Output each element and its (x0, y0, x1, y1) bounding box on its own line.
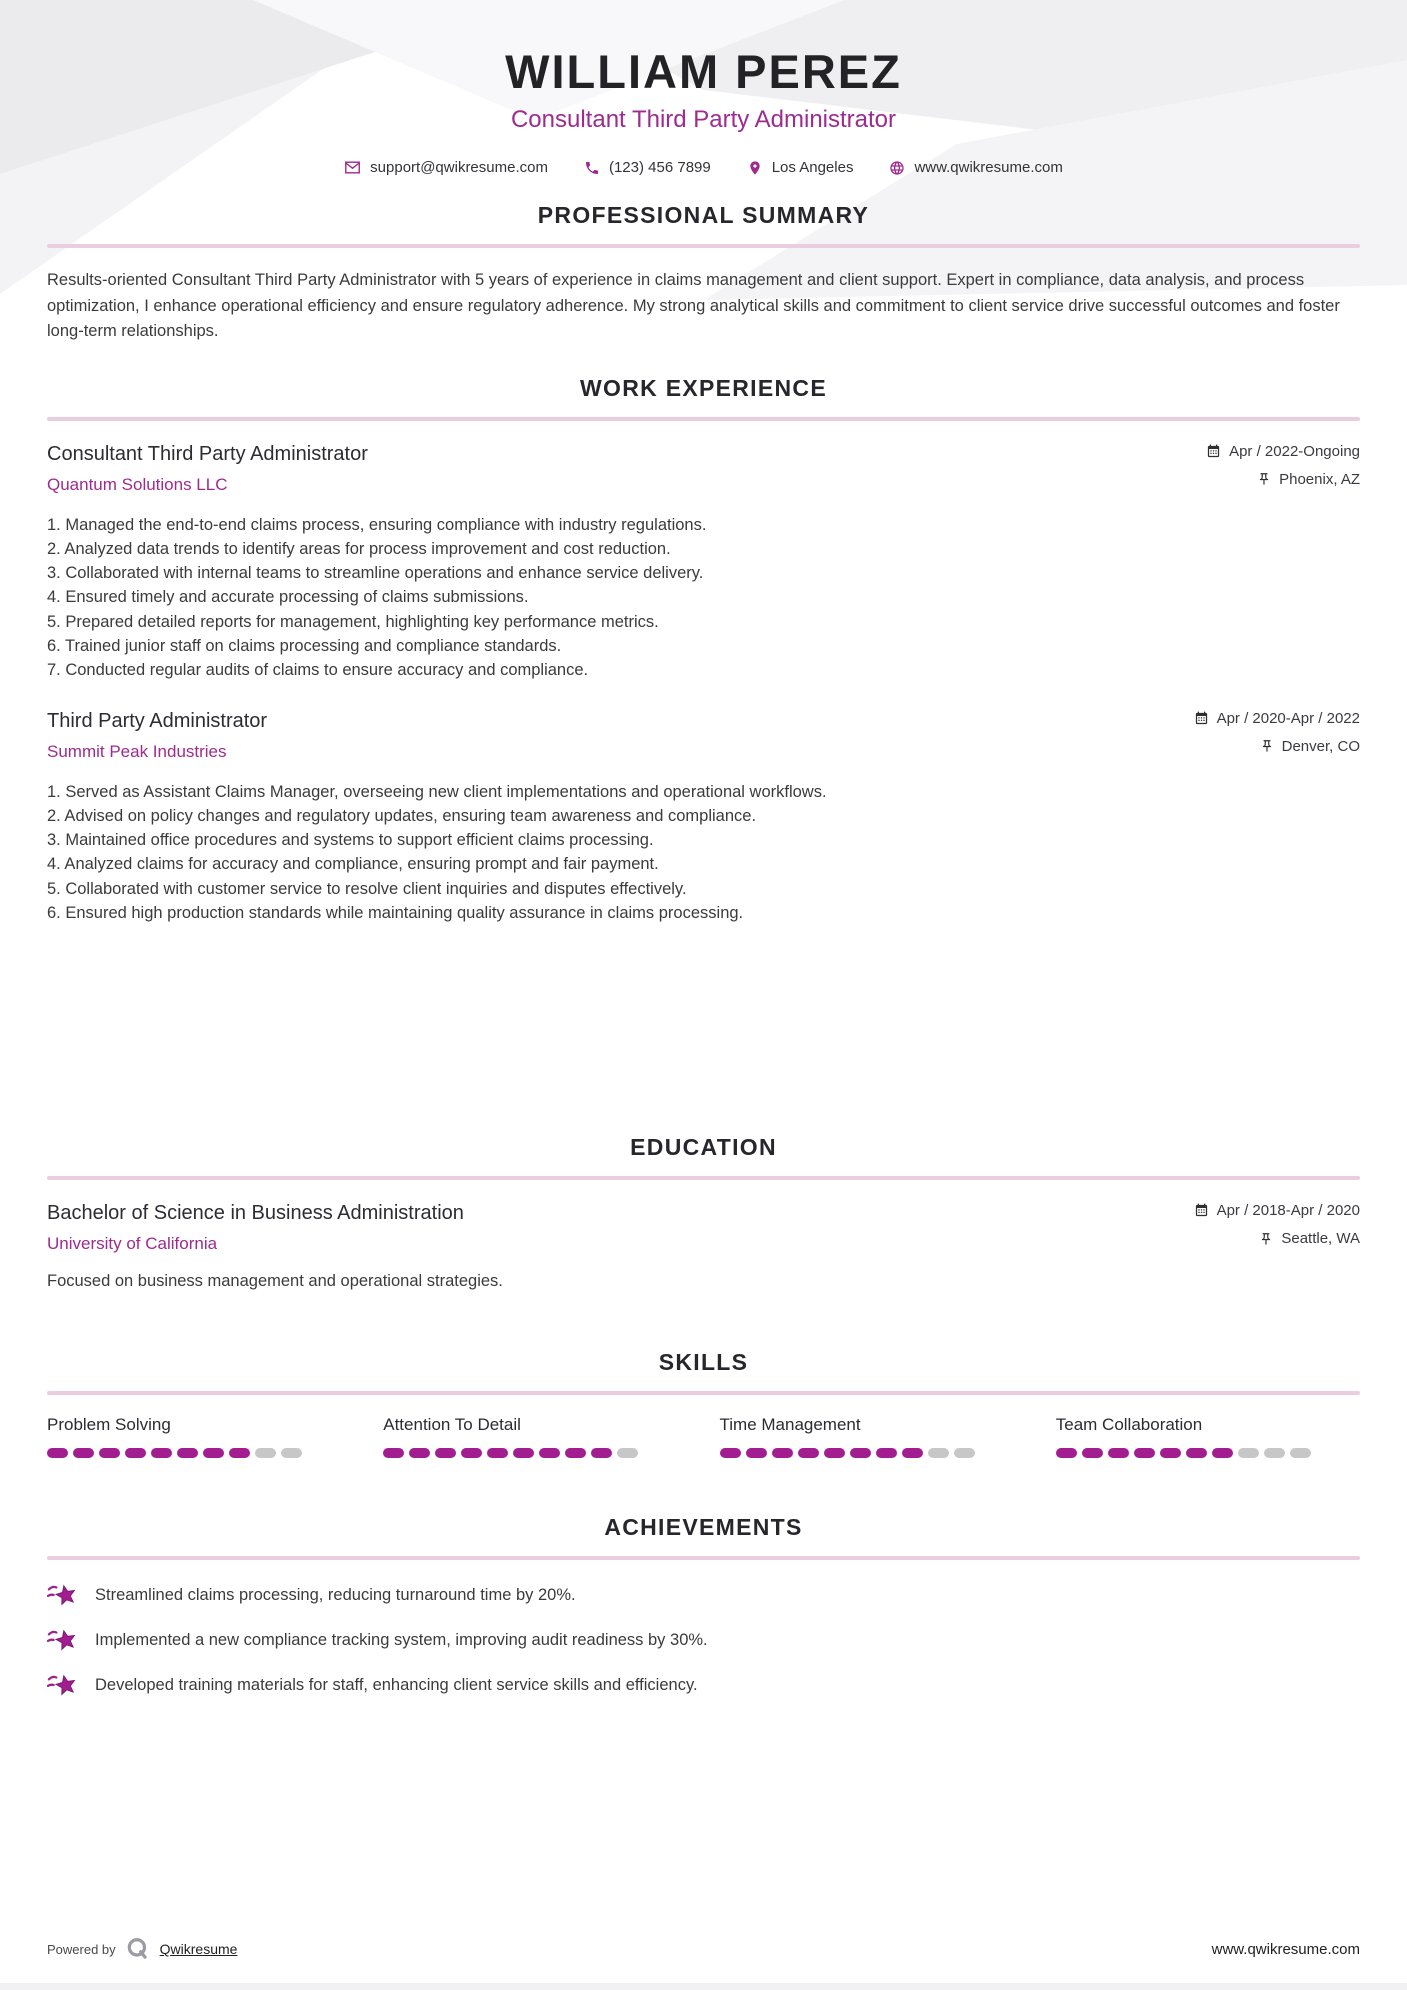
skill-segment-filled (772, 1448, 793, 1458)
achievement-text: Developed training materials for staff, enhancing client service skills and efficiency. (95, 1675, 698, 1694)
job-meta (1206, 443, 1360, 499)
section-skills (47, 1349, 1360, 1458)
skill-segment-filled (746, 1448, 767, 1458)
job-location-row (1206, 471, 1360, 488)
job-bullet: 6. Ensured high production standards while maintaining quality assurance in claims processing. (47, 903, 744, 922)
education-dates: Apr / 2018-Apr / 2020 (1216, 1202, 1360, 1220)
job-bullet: 4. Analyzed claims for accuracy and compliance, ensuring prompt and fair payment. (47, 855, 659, 874)
contact-location (747, 159, 854, 176)
job-bullets (47, 781, 1360, 925)
education-entry (47, 1202, 1360, 1291)
job-company: Summit Peak Industries (47, 741, 227, 761)
achievements-heading: ACHIEVEMENTS (604, 1514, 803, 1541)
skill-label: Problem Solving (47, 1415, 171, 1435)
achievement-item (47, 1625, 1360, 1655)
section-divider (47, 1556, 1360, 1560)
contact-phone-text: (123) 456 7899 (608, 159, 711, 176)
education-meta (1194, 1202, 1360, 1258)
job-bullet: 2. Advised on policy changes and regulatory updates, ensuring team awareness and compliance. (47, 806, 757, 825)
job-dates: Apr / 2020-Apr / 2022 (1216, 709, 1360, 727)
job-header (47, 710, 1360, 766)
skill-segment-empty (954, 1448, 975, 1458)
skill-segment-filled (876, 1448, 897, 1458)
job-bullet: 3. Collaborated with internal teams to streamline operations and enhance service delivery. (47, 564, 704, 583)
location-pin-icon (747, 160, 763, 176)
section-achievements (47, 1514, 1360, 1700)
contact-website-text: www.qwikresume.com (914, 159, 1063, 176)
job-bullet: 4. Ensured timely and accurate processing of claims submissions. (47, 588, 529, 607)
job-bullets (47, 514, 1360, 682)
skill-segment-empty (1290, 1448, 1311, 1458)
skill-segment-filled (125, 1448, 146, 1458)
section-professional-summary (47, 202, 1360, 345)
qwikresume-link[interactable]: Qwikresume (159, 1941, 238, 1957)
skill-segment-filled (47, 1448, 68, 1458)
summary-text: Results-oriented Consultant Third Party Administrator with 5 years of experience in claims management and client support. Expert in compliance, data analysis, and process optimization, I enhance operational efficiency and ensure regulatory adherence. My strong analytical skills and commitment to client service drive successful outcomes and foster long-term relationships. (47, 271, 1340, 341)
section-work-experience (47, 375, 1360, 924)
education-dates-row (1194, 1202, 1360, 1219)
skill-segment-filled (798, 1448, 819, 1458)
skill-segment-filled (73, 1448, 94, 1458)
job-bullet: 3. Maintained office procedures and systems to support efficient claims processing. (47, 831, 654, 850)
job-bullet: 1. Managed the end-to-end claims process, ensuring compliance with industry regulations. (47, 515, 707, 534)
skill-segment-filled (850, 1448, 871, 1458)
achievement-item (47, 1670, 1360, 1700)
job-meta (1194, 710, 1360, 766)
contact-bar (47, 159, 1360, 176)
job-bullet: 5. Collaborated with customer service to resolve client inquiries and disputes effectively. (47, 879, 687, 898)
skill-level-bar (720, 1448, 1024, 1458)
job-bullet: 1. Served as Assistant Claims Manager, overseeing new client implementations and operational workflows. (47, 782, 827, 801)
skill-label: Team Collaboration (1055, 1415, 1203, 1435)
skill-label: Attention To Detail (383, 1415, 521, 1435)
pushpin-icon (1259, 1232, 1273, 1246)
skill-segment-filled (203, 1448, 224, 1458)
skill-segment-filled (99, 1448, 120, 1458)
section-divider (47, 244, 1360, 248)
job-header (47, 443, 1360, 499)
skill-segment-filled (824, 1448, 845, 1458)
skill-segment-filled (1186, 1448, 1207, 1458)
job-bullet: 2. Analyzed data trends to identify areas for process improvement and cost reduction. (47, 539, 671, 558)
summary-heading: PROFESSIONAL SUMMARY (537, 202, 870, 228)
job-location: Phoenix, AZ (1279, 470, 1360, 488)
contact-email-text: support@qwikresume.com (370, 159, 548, 176)
page-footer (47, 1936, 1360, 1962)
skill-segment-filled (720, 1448, 741, 1458)
skill-segment-filled (1160, 1448, 1181, 1458)
calendar-icon (1206, 444, 1221, 459)
education-header (47, 1202, 1360, 1258)
qwikresume-logo-icon (125, 1936, 151, 1962)
skills-heading: SKILLS (658, 1349, 749, 1376)
skill-segment-filled (513, 1448, 534, 1458)
skill-segment-filled (1108, 1448, 1129, 1458)
education-degree: Bachelor of Science in Business Administration (47, 1202, 464, 1225)
skill-item (383, 1415, 687, 1458)
skill-level-bar (383, 1448, 687, 1458)
skill-segment-filled (902, 1448, 923, 1458)
skill-segment-filled (487, 1448, 508, 1458)
job-title: Consultant Third Party Administrator (47, 442, 368, 465)
achievement-text: Streamlined claims processing, reducing turnaround time by 20%. (95, 1585, 576, 1604)
skill-segment-filled (539, 1448, 560, 1458)
experience-heading: WORK EXPERIENCE (580, 374, 827, 401)
job-entry (47, 710, 1360, 925)
education-location: Seattle, WA (1281, 1230, 1360, 1248)
skill-segment-filled (1134, 1448, 1155, 1458)
skill-item (1056, 1415, 1360, 1458)
shooting-star-icon (47, 1625, 77, 1655)
skill-segment-filled (435, 1448, 456, 1458)
skills-grid (47, 1415, 1360, 1458)
person-name: WILLIAM PEREZ (505, 45, 902, 98)
skill-segment-empty (255, 1448, 276, 1458)
skill-segment-empty (1264, 1448, 1285, 1458)
skill-segment-filled (1082, 1448, 1103, 1458)
pushpin-icon (1257, 472, 1271, 486)
skill-segment-filled (591, 1448, 612, 1458)
skill-segment-filled (229, 1448, 250, 1458)
skill-segment-empty (928, 1448, 949, 1458)
skill-segment-filled (177, 1448, 198, 1458)
skill-segment-filled (461, 1448, 482, 1458)
contact-phone[interactable] (584, 159, 711, 176)
globe-icon (889, 160, 905, 176)
education-school: University of California (47, 1234, 218, 1254)
resume-header (47, 0, 1360, 176)
skill-item (47, 1415, 351, 1458)
job-title: Third Party Administrator (47, 709, 268, 732)
job-location: Denver, CO (1281, 737, 1360, 755)
job-dates-row (1194, 710, 1360, 727)
achievement-text: Implemented a new compliance tracking system, improving audit readiness by 30%. (95, 1630, 708, 1649)
skill-segment-filled (1212, 1448, 1233, 1458)
person-job-title: Consultant Third Party Administrator (510, 106, 897, 133)
calendar-icon (1194, 711, 1209, 726)
job-dates: Apr / 2022-Ongoing (1229, 442, 1360, 460)
contact-website[interactable] (889, 159, 1062, 176)
contact-location-text: Los Angeles (771, 159, 854, 176)
skill-level-bar (1056, 1448, 1360, 1458)
envelope-icon (344, 159, 361, 176)
skill-item (720, 1415, 1024, 1458)
skill-segment-filled (409, 1448, 430, 1458)
achievement-item (47, 1580, 1360, 1610)
section-divider (47, 1391, 1360, 1395)
skill-segment-filled (383, 1448, 404, 1458)
education-location-row (1194, 1230, 1360, 1247)
skill-segment-filled (565, 1448, 586, 1458)
shooting-star-icon (47, 1580, 77, 1610)
contact-email[interactable] (344, 159, 548, 176)
skill-level-bar (47, 1448, 351, 1458)
skill-segment-empty (1238, 1448, 1259, 1458)
section-divider (47, 417, 1360, 421)
skill-segment-empty (617, 1448, 638, 1458)
footer-website[interactable]: www.qwikresume.com (1211, 1940, 1360, 1958)
phone-icon (584, 160, 600, 176)
education-description: Focused on business management and operational strategies. (47, 1272, 503, 1291)
calendar-icon (1194, 1203, 1209, 1218)
section-education (47, 1134, 1360, 1291)
powered-by (47, 1936, 237, 1962)
education-heading: EDUCATION (630, 1134, 777, 1161)
job-dates-row (1206, 443, 1360, 460)
job-company: Quantum Solutions LLC (47, 474, 228, 494)
skill-segment-filled (151, 1448, 172, 1458)
page-bottom-strip (0, 1983, 1407, 1990)
skill-label: Time Management (719, 1415, 861, 1435)
job-location-row (1194, 738, 1360, 755)
powered-by-label: Powered by (47, 1941, 116, 1957)
skill-segment-empty (281, 1448, 302, 1458)
skill-segment-filled (1056, 1448, 1077, 1458)
section-divider (47, 1176, 1360, 1180)
job-bullet: 5. Prepared detailed reports for management, highlighting key performance metrics. (47, 612, 659, 631)
job-bullet: 6. Trained junior staff on claims processing and compliance standards. (47, 637, 562, 656)
pushpin-icon (1260, 739, 1274, 753)
job-entry (47, 443, 1360, 682)
shooting-star-icon (47, 1670, 77, 1700)
job-bullet: 7. Conducted regular audits of claims to ensure accuracy and compliance. (47, 661, 589, 680)
